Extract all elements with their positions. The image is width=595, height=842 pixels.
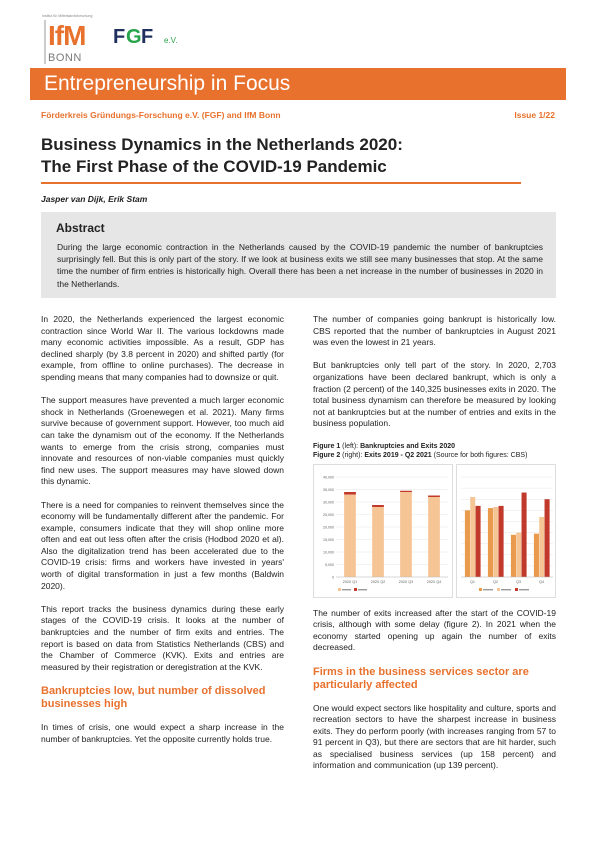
bar-exits-2019 xyxy=(465,510,470,577)
figure-2-label: Figure 2 xyxy=(313,451,341,459)
chart-bankruptcies-exits xyxy=(313,464,453,598)
figure-1-position: (left): xyxy=(340,442,361,450)
section-heading-bankruptcies: Bankruptcies low, but number of dissolved businesses high xyxy=(41,685,266,710)
section-heading-business-services: Firms in the business services sector are particularly affected xyxy=(313,665,529,691)
figure-2-position: (right): xyxy=(340,451,365,459)
legend-label xyxy=(483,589,493,590)
bar-exits xyxy=(372,507,384,577)
abstract-heading: Abstract xyxy=(56,221,105,235)
ifm-logo-mark: IfM xyxy=(48,20,86,51)
legend-label xyxy=(358,589,367,590)
legend-label xyxy=(501,589,511,590)
bar-exits-2019 xyxy=(511,534,516,576)
paragraph: In 2020, the Netherlands experienced the largest economic contraction since World War II. The various lockdowns made many economic activities impossible. As a result, GDP has declined sharply (by 3.8 percent in 2020) and shifted partly (for example, from offline to online purchases). The decrease in spending means that many companies had to downsize or quit. xyxy=(41,314,284,382)
page-title xyxy=(41,134,521,178)
chart-exits-by-quarter xyxy=(456,464,556,598)
ifm-logo-bar xyxy=(44,20,46,64)
bar-exits-2019 xyxy=(488,508,493,577)
fgf-logo xyxy=(113,22,177,56)
bar-exits xyxy=(344,494,356,577)
ifm-logo-city: BONN xyxy=(48,52,82,64)
x-tick-label: Q3 xyxy=(515,579,522,584)
figure-1-caption xyxy=(313,442,556,451)
y-tick-label: 25,000 xyxy=(323,512,334,517)
left-column xyxy=(41,314,284,757)
paragraph: The number of exits increased after the start of the COVID-19 crisis, although with some delay (figure 2). In 2021 when the economy started opening up again the number of exits decreased. xyxy=(313,607,556,653)
figure-2-caption xyxy=(313,451,556,460)
paragraph: The support measures have prevented a much larger economic shock in Netherlands (Groenewegen et al. 2021). Many firms survive because of government support. However, too much aid can take the dynamism out of the economy. If the Netherlands wants to emerge from the crisis strong, companies must innovate and resources of non-viable companies must quickly find new uses. The support measures may have slowed down this dynamic. xyxy=(41,395,284,487)
figure-1-label: Figure 1 xyxy=(313,442,341,450)
abstract-text: During the large economic contraction in the Netherlands caused by the COVID-19 pandemic the number of bankruptcies surprisingly fell. But this is only part of the story. If we look at business exits we still see many businesses that stop. At the same time the number of firm entries is historically high. Overall there has been a net increase in the number of businesses in 2020 in the Netherlands. xyxy=(57,242,543,289)
issue-number: Issue 1/22 xyxy=(514,110,555,120)
y-tick-label: 0 xyxy=(332,575,334,580)
title-divider xyxy=(41,182,521,184)
x-tick-label: 2020 Q2 xyxy=(370,579,386,584)
figure-2-title: Exits 2019 - Q2 2021 xyxy=(364,451,432,459)
bar-exits-2021 xyxy=(545,499,550,577)
bar-exits-2020 xyxy=(516,532,521,576)
right-column xyxy=(313,314,556,784)
bar-exits-2020 xyxy=(493,507,498,577)
x-tick-label: Q4 xyxy=(538,579,545,584)
legend-swatch xyxy=(354,588,357,591)
bar-exits xyxy=(428,497,440,577)
paragraph: The number of companies going bankrupt is historically low. CBS reported that the number of bankruptcies in August 2021 was even the lowest in 21 years. xyxy=(313,314,556,348)
title-line-2: The First Phase of the COVID-19 Pandemic xyxy=(41,157,387,176)
paragraph: In times of crisis, one would expect a sharp increase in the number of bankruptcies. Yet the opposite currently holds true. xyxy=(41,722,284,744)
legend-label xyxy=(519,589,529,590)
y-tick-label: 30,000 xyxy=(323,500,334,505)
legend-swatch xyxy=(338,588,341,591)
fgf-logo-f1: F xyxy=(113,26,126,48)
bar-exits-2020 xyxy=(470,497,475,577)
y-tick-label: 5,000 xyxy=(325,562,334,567)
paragraph: One would expect sectors like hospitality and culture, sports and recreation sectors to have the sharpest increase in business exits. They do perform poorly (with increases ranging from 57 to 91 percent in Q3), but there are sectors that are hit harder, such as specialised business services (up 158 percent) and information and communication (up 139 percent). xyxy=(313,702,556,771)
figure-1-title: Bankruptcies and Exits 2020 xyxy=(360,442,456,450)
fgf-logo-ev: e.V. xyxy=(164,36,178,45)
x-tick-label: Q2 xyxy=(492,579,499,584)
fgf-logo-f2: F xyxy=(141,26,154,48)
x-tick-label: 2020 Q1 xyxy=(342,579,358,584)
paragraph: This report tracks the business dynamics during these early stages of the COVID-19 crisis. It looks at the number of bankruptcies and the number of firm exits and entries. The report is based on data from Statistics Netherlands (CBS) and the Chamber of Commerce (KVK). Exits and entries are measured by their registration or deregistration at the KVK. xyxy=(41,603,284,672)
x-tick-label: Q1 xyxy=(469,579,476,584)
title-line-1: Business Dynamics in the Netherlands 2020: xyxy=(41,135,403,154)
y-tick-label: 20,000 xyxy=(323,525,334,530)
figure-source: (Source for both figures: CBS) xyxy=(431,451,528,459)
bar-bankruptcies xyxy=(344,492,356,495)
bar-exits-2021 xyxy=(499,505,504,576)
legend-label xyxy=(342,589,351,590)
x-tick-label: 2020 Q4 xyxy=(426,579,442,584)
figure-caption xyxy=(313,442,556,460)
chart-2-svg xyxy=(457,465,557,599)
bar-exits-2021 xyxy=(522,492,527,576)
ifm-bonn-logo xyxy=(42,12,98,64)
series-banner xyxy=(30,68,566,100)
fgf-logo-g: G xyxy=(126,26,142,48)
chart-1-svg xyxy=(314,465,454,599)
bar-bankruptcies xyxy=(372,505,384,507)
bar-bankruptcies xyxy=(400,490,412,491)
x-tick-label: 2020 Q3 xyxy=(398,579,414,584)
y-tick-label: 40,000 xyxy=(323,475,334,480)
paragraph: There is a need for companies to reinvent themselves since the economy will be fundamentally different after the pandemic. For example, consumers indicate that they will shop online more often and eat out less often after the crisis (Hodbod 2020 et al). Also the digitalization trend has been accelerated due to the COVID-19 crisis: firms and workers have invested in years' worth of digital transformation in just a few months (Baldwin 2020). xyxy=(41,499,284,591)
bar-exits-2021 xyxy=(476,505,481,576)
bar-bankruptcies xyxy=(428,495,440,497)
banner-title: Entrepreneurship in Focus xyxy=(44,72,291,95)
y-tick-label: 35,000 xyxy=(323,487,334,492)
bar-exits-2020 xyxy=(539,517,544,577)
paragraph: But bankruptcies only tell part of the story. In 2020, 2,703 organizations have been declared bankrupt, which is only a fraction (2 percent) of the 140,325 businesses exits in 2020. The total business dynamism can therefore be measured by looking not at bankruptcies but at the number of entries and exits in the business population. xyxy=(313,360,556,429)
publisher-line: Förderkreis Gründungs-Forschung e.V. (FGF) and IfM Bonn xyxy=(41,110,281,120)
y-tick-label: 15,000 xyxy=(323,537,334,542)
legend-swatch xyxy=(497,588,500,591)
authors: Jasper van Dijk, Erik Stam xyxy=(41,194,148,204)
legend-swatch xyxy=(515,588,518,591)
abstract-box xyxy=(41,212,556,298)
bar-exits-2019 xyxy=(534,533,539,576)
figures xyxy=(313,464,556,600)
bar-exits xyxy=(400,492,412,577)
y-tick-label: 10,000 xyxy=(323,550,334,555)
legend-swatch xyxy=(479,588,482,591)
ifm-logo-small-text: Institut für Mittelstandsforschung xyxy=(42,14,93,18)
